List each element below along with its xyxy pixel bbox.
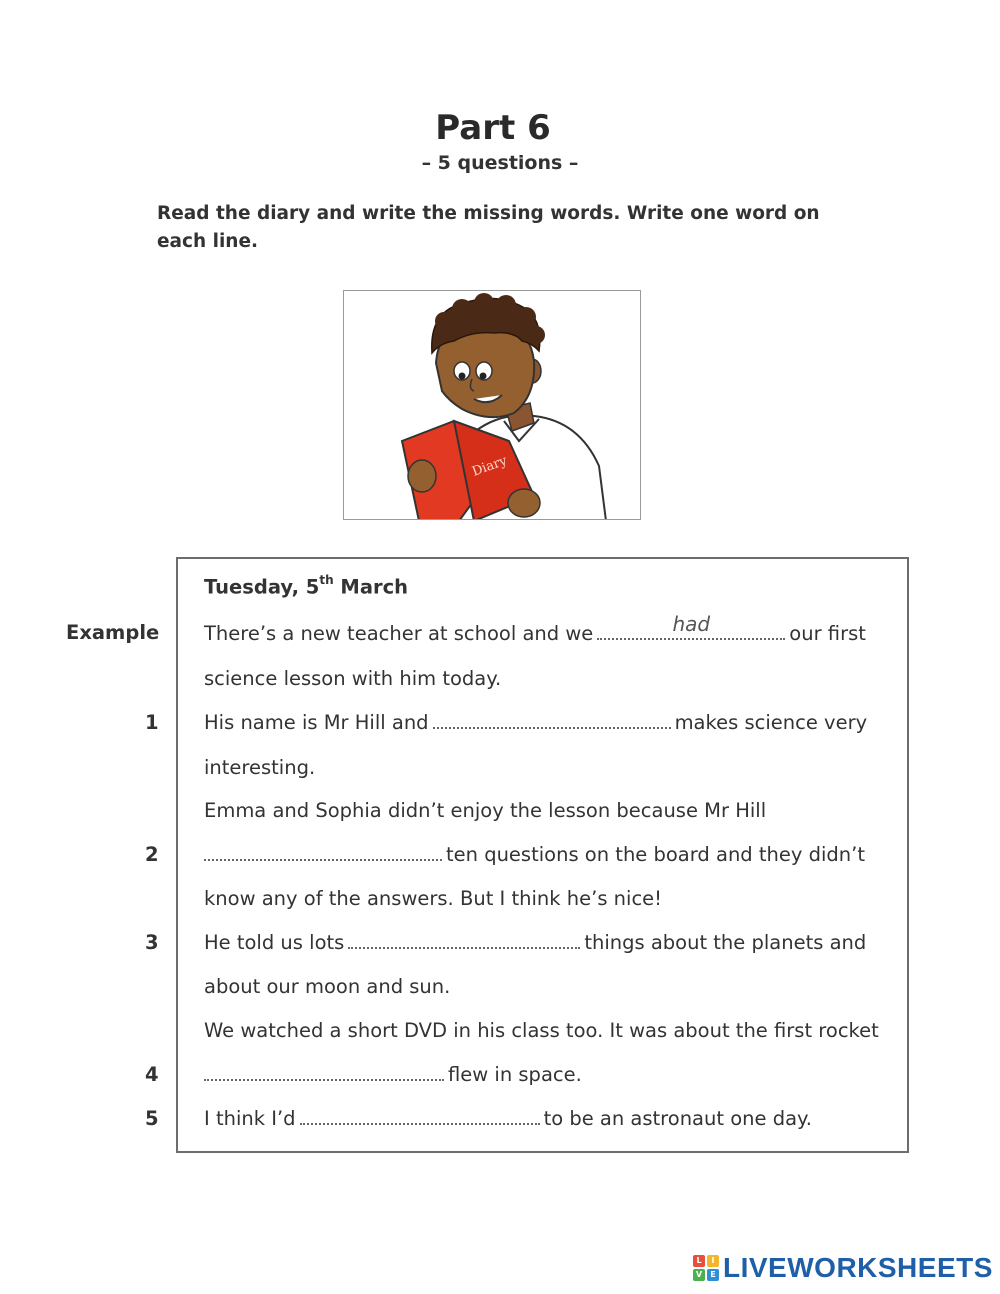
question-5-input[interactable]	[300, 1097, 540, 1123]
logo-tile: E	[707, 1269, 719, 1281]
example-blank	[597, 612, 785, 640]
instructions: Read the diary and write the missing words. Write one word on each line.	[157, 203, 820, 252]
question-1-input[interactable]	[433, 701, 671, 727]
logo-tile: L	[693, 1255, 705, 1267]
example-line: There’s a new teacher at school and we had our first	[204, 612, 866, 645]
question-2-blank[interactable]	[204, 843, 442, 861]
question-1-blank[interactable]	[433, 711, 671, 729]
question-3-line: He told us lots things about the planets and	[204, 931, 866, 954]
logo-tile: I	[707, 1255, 719, 1267]
question-3-label: 3	[145, 931, 159, 954]
question-3-line-2: about our moon and sun.	[204, 975, 451, 998]
question-5-label: 5	[145, 1107, 159, 1130]
example-label: Example	[66, 621, 160, 644]
question-4-input[interactable]	[204, 1053, 444, 1079]
question-1-line-2: interesting.	[204, 756, 316, 779]
example-answer: had	[672, 612, 711, 636]
question-2-label: 2	[145, 843, 159, 866]
example-line-2: science lesson with him today.	[204, 667, 502, 690]
liveworksheets-logo	[693, 1252, 993, 1284]
question-1-line: His name is Mr Hill and makes science very	[204, 711, 867, 734]
question-4-blank[interactable]	[204, 1063, 444, 1081]
logo-mark-icon	[693, 1255, 719, 1281]
question-5-line: I think I’d to be an astronaut one day.	[204, 1107, 812, 1130]
logo-text: LIVEWORKSHEETS	[723, 1252, 993, 1283]
question-2-input[interactable]	[204, 833, 442, 859]
diary-date: Tuesday, 5th March	[204, 573, 409, 599]
book-label: Diary	[470, 453, 510, 480]
page-subtitle: – 5 questions –	[421, 152, 579, 174]
page-title: Part 6	[435, 108, 551, 148]
question-4-line: flew in space.	[204, 1063, 582, 1086]
boy-reading-diary-illustration	[343, 290, 641, 520]
question-1-label: 1	[145, 711, 159, 734]
question-4-label: 4	[145, 1063, 159, 1086]
question-5-blank[interactable]	[300, 1107, 540, 1125]
question-2-line-2: know any of the answers. But I think he’s nice!	[204, 887, 662, 910]
question-3-blank[interactable]	[348, 931, 580, 949]
question-3-input[interactable]	[348, 921, 580, 947]
question-2-line: ten questions on the board and they didn’t	[204, 843, 865, 866]
logo-tile: V	[693, 1269, 705, 1281]
question-2-line-0: Emma and Sophia didn’t enjoy the lesson because Mr Hill	[204, 799, 767, 822]
question-4-line-0: We watched a short DVD in his class too. It was about the first rocket	[204, 1019, 879, 1042]
